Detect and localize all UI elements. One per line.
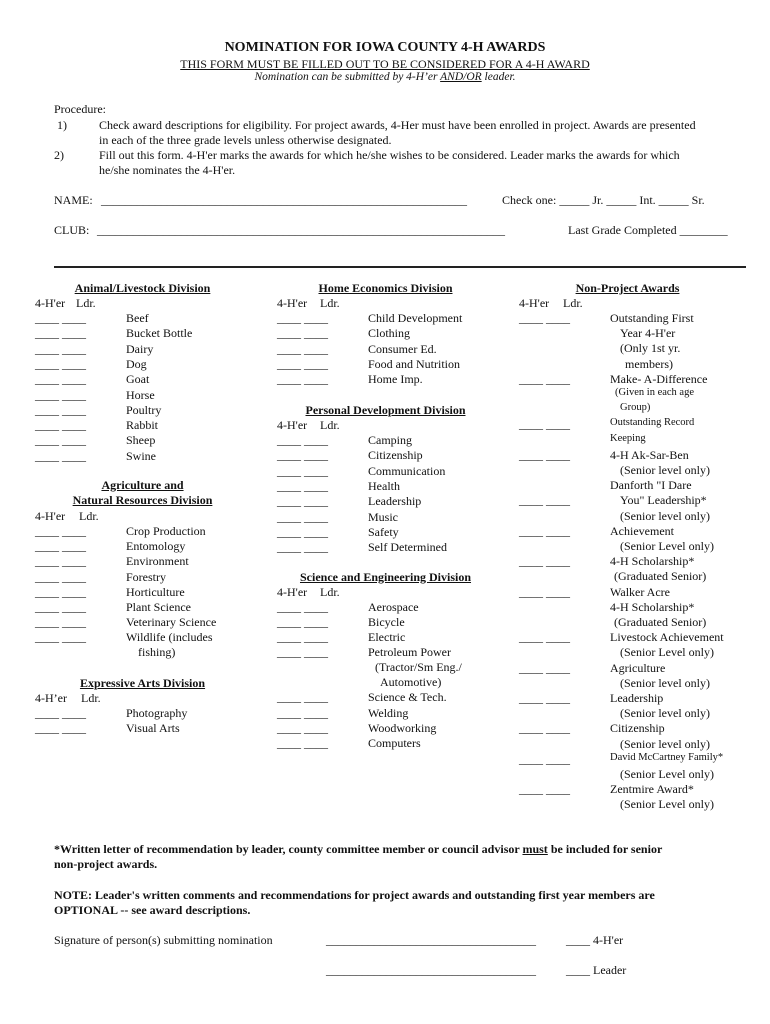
award-item: 4-H Scholarship* — [610, 599, 695, 614]
award-item: Rabbit — [126, 418, 158, 433]
col-4her: 4-H'er — [277, 296, 308, 310]
award-item: You" Leadership* — [620, 493, 707, 508]
col-4her: 4-H'er — [277, 585, 308, 599]
award-item: Outstanding Record — [610, 417, 695, 429]
col-4her: 4-H'er — [277, 418, 308, 432]
checkbox-blank[interactable]: ____ ____ — [277, 372, 328, 387]
award-item: Citizenship — [610, 721, 665, 736]
award-item: Camping — [368, 433, 412, 447]
award-item: Beef — [126, 311, 149, 325]
award-item: Danforth "I Dare — [610, 478, 692, 493]
award-item: (Senior Level only) — [620, 767, 714, 781]
item-continuation: fishing) — [138, 645, 176, 659]
checkbox-blank[interactable]: ____ ____ — [277, 433, 328, 447]
name-field[interactable]: _____________________________________________________________ — [101, 193, 467, 207]
checkbox-blank[interactable]: ____ ____ — [277, 478, 328, 493]
award-item: Dairy — [126, 341, 154, 356]
award-item: (Tractor/Sm Eng./ — [375, 660, 462, 674]
checkbox-blank[interactable]: ____ ____ — [519, 554, 570, 569]
grade-level-check[interactable]: Check one: _____ Jr. _____ Int. _____ Sr. — [502, 193, 705, 207]
checkbox-blank[interactable]: ____ ____ — [35, 418, 86, 433]
checkbox-blank[interactable]: ____ ____ — [35, 584, 86, 599]
award-item: (Graduated Senior) — [614, 615, 707, 629]
checkbox-blank[interactable]: ____ ____ — [35, 372, 86, 387]
checkbox-blank[interactable]: ____ ____ — [277, 509, 328, 524]
checkbox-blank[interactable]: ____ ____ — [519, 691, 570, 705]
checkbox-blank[interactable]: ____ ____ — [35, 721, 86, 735]
award-item: (Senior Level only) — [620, 797, 714, 812]
star-note-must: must — [522, 842, 548, 856]
award-item: (Only 1st yr. — [620, 341, 681, 356]
award-item: Science & Tech. — [368, 690, 447, 704]
award-item: Year 4-H'er — [620, 326, 676, 341]
award-item: Computers — [368, 736, 421, 750]
note-prefix: Nomination can be submitted by 4-H’er — [254, 71, 441, 83]
step-number: 2) — [54, 148, 64, 162]
personal-heading: Personal Development Division — [305, 403, 466, 417]
optional-note-line1: NOTE: Leader's written comments and recommendations for project awards and outstanding first year members are — [54, 888, 655, 902]
award-item: Visual Arts — [126, 721, 180, 735]
checkbox-blank[interactable]: ____ ____ — [277, 706, 328, 720]
award-item: Welding — [368, 706, 409, 720]
checkbox-blank[interactable]: ____ ____ — [277, 356, 328, 371]
checkbox-blank[interactable]: ____ ____ — [519, 630, 570, 645]
step-text: in each of the three grade levels unless otherwise designated. — [99, 133, 392, 147]
checkbox-blank[interactable]: ____ ____ — [277, 600, 328, 614]
checkbox-blank[interactable]: ____ ____ — [277, 540, 328, 555]
submission-note — [0, 71, 770, 83]
award-item: 4-H Scholarship* — [610, 554, 695, 569]
checkbox-blank[interactable]: ____ ____ — [519, 751, 570, 766]
award-item: Sheep — [126, 433, 156, 448]
checkbox-blank[interactable]: ____ ____ — [35, 539, 86, 554]
checkbox-blank[interactable]: ____ ____ — [277, 311, 328, 325]
checkbox-blank[interactable]: ____ ____ — [277, 326, 328, 341]
checkbox-blank[interactable]: ____ ____ — [277, 630, 328, 644]
checkbox-blank[interactable]: ____ ____ — [519, 311, 570, 325]
checkbox-blank[interactable]: ____ ____ — [35, 554, 86, 569]
award-item: Music — [368, 509, 398, 524]
col-ldr: Ldr. — [81, 691, 101, 705]
agri-heading-1: Agriculture and — [101, 478, 184, 492]
award-item: Aerospace — [368, 600, 419, 614]
col-ldr: Ldr. — [79, 509, 99, 523]
award-item: (Graduated Senior) — [614, 569, 707, 584]
checkbox-blank[interactable]: ____ ____ — [277, 524, 328, 539]
col-ldr: Ldr. — [320, 418, 340, 432]
award-item: Food and Nutrition — [368, 356, 460, 371]
form-title: NOMINATION FOR IOWA COUNTY 4-H AWARDS — [224, 40, 546, 55]
signature-line-4her[interactable]: ___________________________________ — [326, 933, 536, 947]
checkbox-blank[interactable]: ____ ____ — [277, 448, 328, 463]
award-item: Environment — [126, 554, 189, 569]
signature-line-leader[interactable]: ___________________________________ — [326, 963, 536, 977]
checkbox-blank[interactable]: ____ ____ — [277, 615, 328, 629]
signature-4her-label[interactable]: ____ 4-H'er — [566, 933, 624, 947]
award-item: Group) — [620, 402, 651, 414]
award-item: Keeping — [610, 432, 646, 444]
checkbox-blank[interactable]: ____ ____ — [35, 448, 86, 463]
checkbox-blank[interactable]: ____ ____ — [519, 417, 570, 432]
award-item: Automotive) — [380, 675, 442, 689]
club-label: CLUB: — [54, 223, 90, 237]
award-item: Petroleum Power — [368, 645, 451, 659]
col-4her: 4-H'er — [519, 296, 550, 310]
checkbox-blank[interactable]: ____ ____ — [519, 782, 570, 797]
award-item: Plant Science — [126, 600, 191, 614]
col-4her: 4-H’er — [35, 691, 67, 705]
club-field[interactable]: ____________________________________________________________________ — [97, 223, 505, 237]
checkbox-blank[interactable]: ____ ____ — [519, 523, 570, 538]
award-item: Self Determined — [368, 540, 447, 555]
checkbox-blank[interactable]: ____ ____ — [519, 371, 570, 386]
award-item: Safety — [368, 524, 399, 539]
signature-leader-label[interactable]: ____ Leader — [566, 963, 627, 977]
award-item: members) — [625, 356, 673, 371]
col-ldr: Ldr. — [320, 585, 340, 599]
checkbox-blank[interactable]: ____ ____ — [35, 706, 86, 720]
step-text: Check award descriptions for eligibility. For project awards, 4-Her must have been enrolled in project. Awards are presented — [99, 118, 696, 132]
award-item: (Senior level only) — [620, 736, 710, 751]
checkbox-blank[interactable]: ____ ____ — [35, 341, 86, 356]
award-item: Walker Acre — [610, 584, 670, 599]
col-ldr: Ldr. — [320, 296, 340, 310]
award-item: Poultry — [126, 402, 162, 417]
checkbox-blank[interactable]: ____ ____ — [277, 645, 328, 659]
checkbox-blank[interactable]: ____ ____ — [519, 660, 570, 675]
award-item: Leadership — [610, 691, 664, 705]
science-heading: Science and Engineering Division — [299, 570, 472, 584]
award-item: Crop Production — [126, 524, 206, 538]
star-note-a: *Written letter of recommendation by leader, county committee member or council advisor — [54, 842, 523, 856]
award-item: (Senior Level only) — [620, 539, 714, 553]
award-item: (Senior level only) — [620, 706, 710, 721]
note-emphasis: AND/OR — [440, 71, 482, 83]
checkbox-blank[interactable]: ____ ____ — [277, 721, 328, 735]
award-item: Health — [368, 478, 400, 493]
nonproject-heading: Non-Project Awards — [575, 281, 680, 295]
award-item: Horticulture — [126, 584, 185, 599]
checkbox-blank[interactable]: ____ ____ — [35, 356, 86, 371]
checkbox-blank[interactable]: ____ ____ — [35, 630, 86, 645]
award-item: Agriculture — [610, 660, 666, 675]
award-item: Photography — [126, 706, 188, 720]
step-text: he/she nominates the 4-H'er. — [99, 163, 236, 177]
award-item: Forestry — [126, 569, 166, 584]
award-item: Child Development — [368, 311, 463, 325]
award-item: Clothing — [368, 326, 411, 341]
optional-note-line2: OPTIONAL -- see award descriptions. — [54, 903, 251, 917]
checkbox-blank[interactable]: ____ ____ — [519, 447, 570, 462]
award-item: (Senior Level only) — [620, 645, 714, 660]
checkbox-blank[interactable]: ____ ____ — [277, 341, 328, 356]
award-item: David McCartney Family* — [610, 751, 724, 763]
agri-heading-2: Natural Resources Division — [72, 493, 213, 507]
award-item: Livestock Achievement — [610, 630, 724, 645]
last-grade-field[interactable]: Last Grade Completed ________ — [568, 223, 728, 237]
col-ldr: Ldr. — [76, 296, 96, 310]
checkbox-blank[interactable]: ____ ____ — [35, 615, 86, 630]
award-item: Electric — [368, 630, 406, 644]
signature-label: Signature of person(s) submitting nomination — [54, 933, 273, 947]
award-item: (Senior level only) — [620, 675, 710, 690]
checkbox-blank[interactable]: ____ ____ — [277, 463, 328, 478]
checkbox-blank[interactable]: ____ ____ — [277, 690, 328, 704]
step-number: 1) — [57, 118, 67, 132]
award-item: Bicycle — [368, 615, 405, 629]
checkbox-blank[interactable]: ____ ____ — [35, 326, 86, 341]
award-item: Swine — [126, 448, 156, 463]
checkbox-blank[interactable]: ____ ____ — [35, 402, 86, 417]
award-item: (Given in each age — [615, 387, 695, 398]
star-note-line2: non-project awards. — [54, 857, 158, 871]
award-item: Bucket Bottle — [126, 326, 193, 341]
checkbox-blank[interactable]: ____ ____ — [519, 721, 570, 736]
award-item: Leadership — [368, 494, 422, 509]
award-item: Woodworking — [368, 721, 437, 735]
award-item: Zentmire Award* — [610, 782, 694, 797]
award-item: 4-H Ak-Sar-Ben — [610, 447, 689, 462]
form-subtitle: THIS FORM MUST BE FILLED OUT TO BE CONSIDERED FOR A 4-H AWARD — [180, 57, 590, 71]
name-label: NAME: — [54, 193, 93, 207]
animal-heading: Animal/Livestock Division — [74, 281, 211, 295]
checkbox-blank[interactable]: ____ ____ — [35, 600, 86, 614]
procedure-label: Procedure: — [54, 102, 106, 116]
homeec-heading: Home Economics Division — [318, 281, 453, 295]
award-item: Make- A-Difference — [610, 371, 708, 386]
checkbox-blank[interactable]: ____ ____ — [35, 311, 86, 325]
col-4her: 4-H'er — [35, 296, 66, 310]
award-item: Communication — [368, 463, 446, 478]
col-ldr: Ldr. — [563, 296, 583, 310]
checkbox-blank[interactable]: ____ ____ — [35, 569, 86, 584]
checkbox-blank[interactable]: ____ ____ — [519, 584, 570, 599]
col-4her: 4-H'er — [35, 509, 66, 523]
star-note — [54, 842, 662, 857]
award-item: Veterinary Science — [126, 615, 217, 630]
checkbox-blank[interactable]: ____ ____ — [277, 736, 328, 750]
award-item: (Senior level only) — [620, 463, 710, 477]
award-item: Outstanding First — [610, 311, 694, 325]
award-item: Wildlife (includes — [126, 630, 213, 645]
checkbox-blank[interactable]: ____ ____ — [35, 387, 86, 402]
star-note-b: be included for senior — [547, 842, 663, 856]
expressive-heading: Expressive Arts Division — [79, 676, 206, 690]
award-item: Achievement — [610, 523, 674, 538]
award-item: Citizenship — [368, 448, 423, 463]
award-item: Dog — [126, 356, 147, 371]
note-suffix: leader. — [481, 71, 516, 83]
award-item: Entomology — [126, 539, 186, 554]
award-item: (Senior level only) — [620, 508, 710, 523]
step-text: Fill out this form. 4-H'er marks the awards for which he/she wishes to be considered. Leader marks the awards for which — [99, 148, 680, 162]
checkbox-blank[interactable]: ____ ____ — [277, 494, 328, 509]
checkbox-blank[interactable]: ____ ____ — [35, 433, 86, 448]
checkbox-blank[interactable]: ____ ____ — [519, 493, 570, 508]
divider — [54, 266, 746, 268]
award-item: Horse — [126, 387, 155, 402]
award-item: Home Imp. — [368, 372, 423, 387]
award-item: Goat — [126, 372, 150, 387]
award-item: Consumer Ed. — [368, 341, 437, 356]
checkbox-blank[interactable]: ____ ____ — [35, 524, 86, 538]
